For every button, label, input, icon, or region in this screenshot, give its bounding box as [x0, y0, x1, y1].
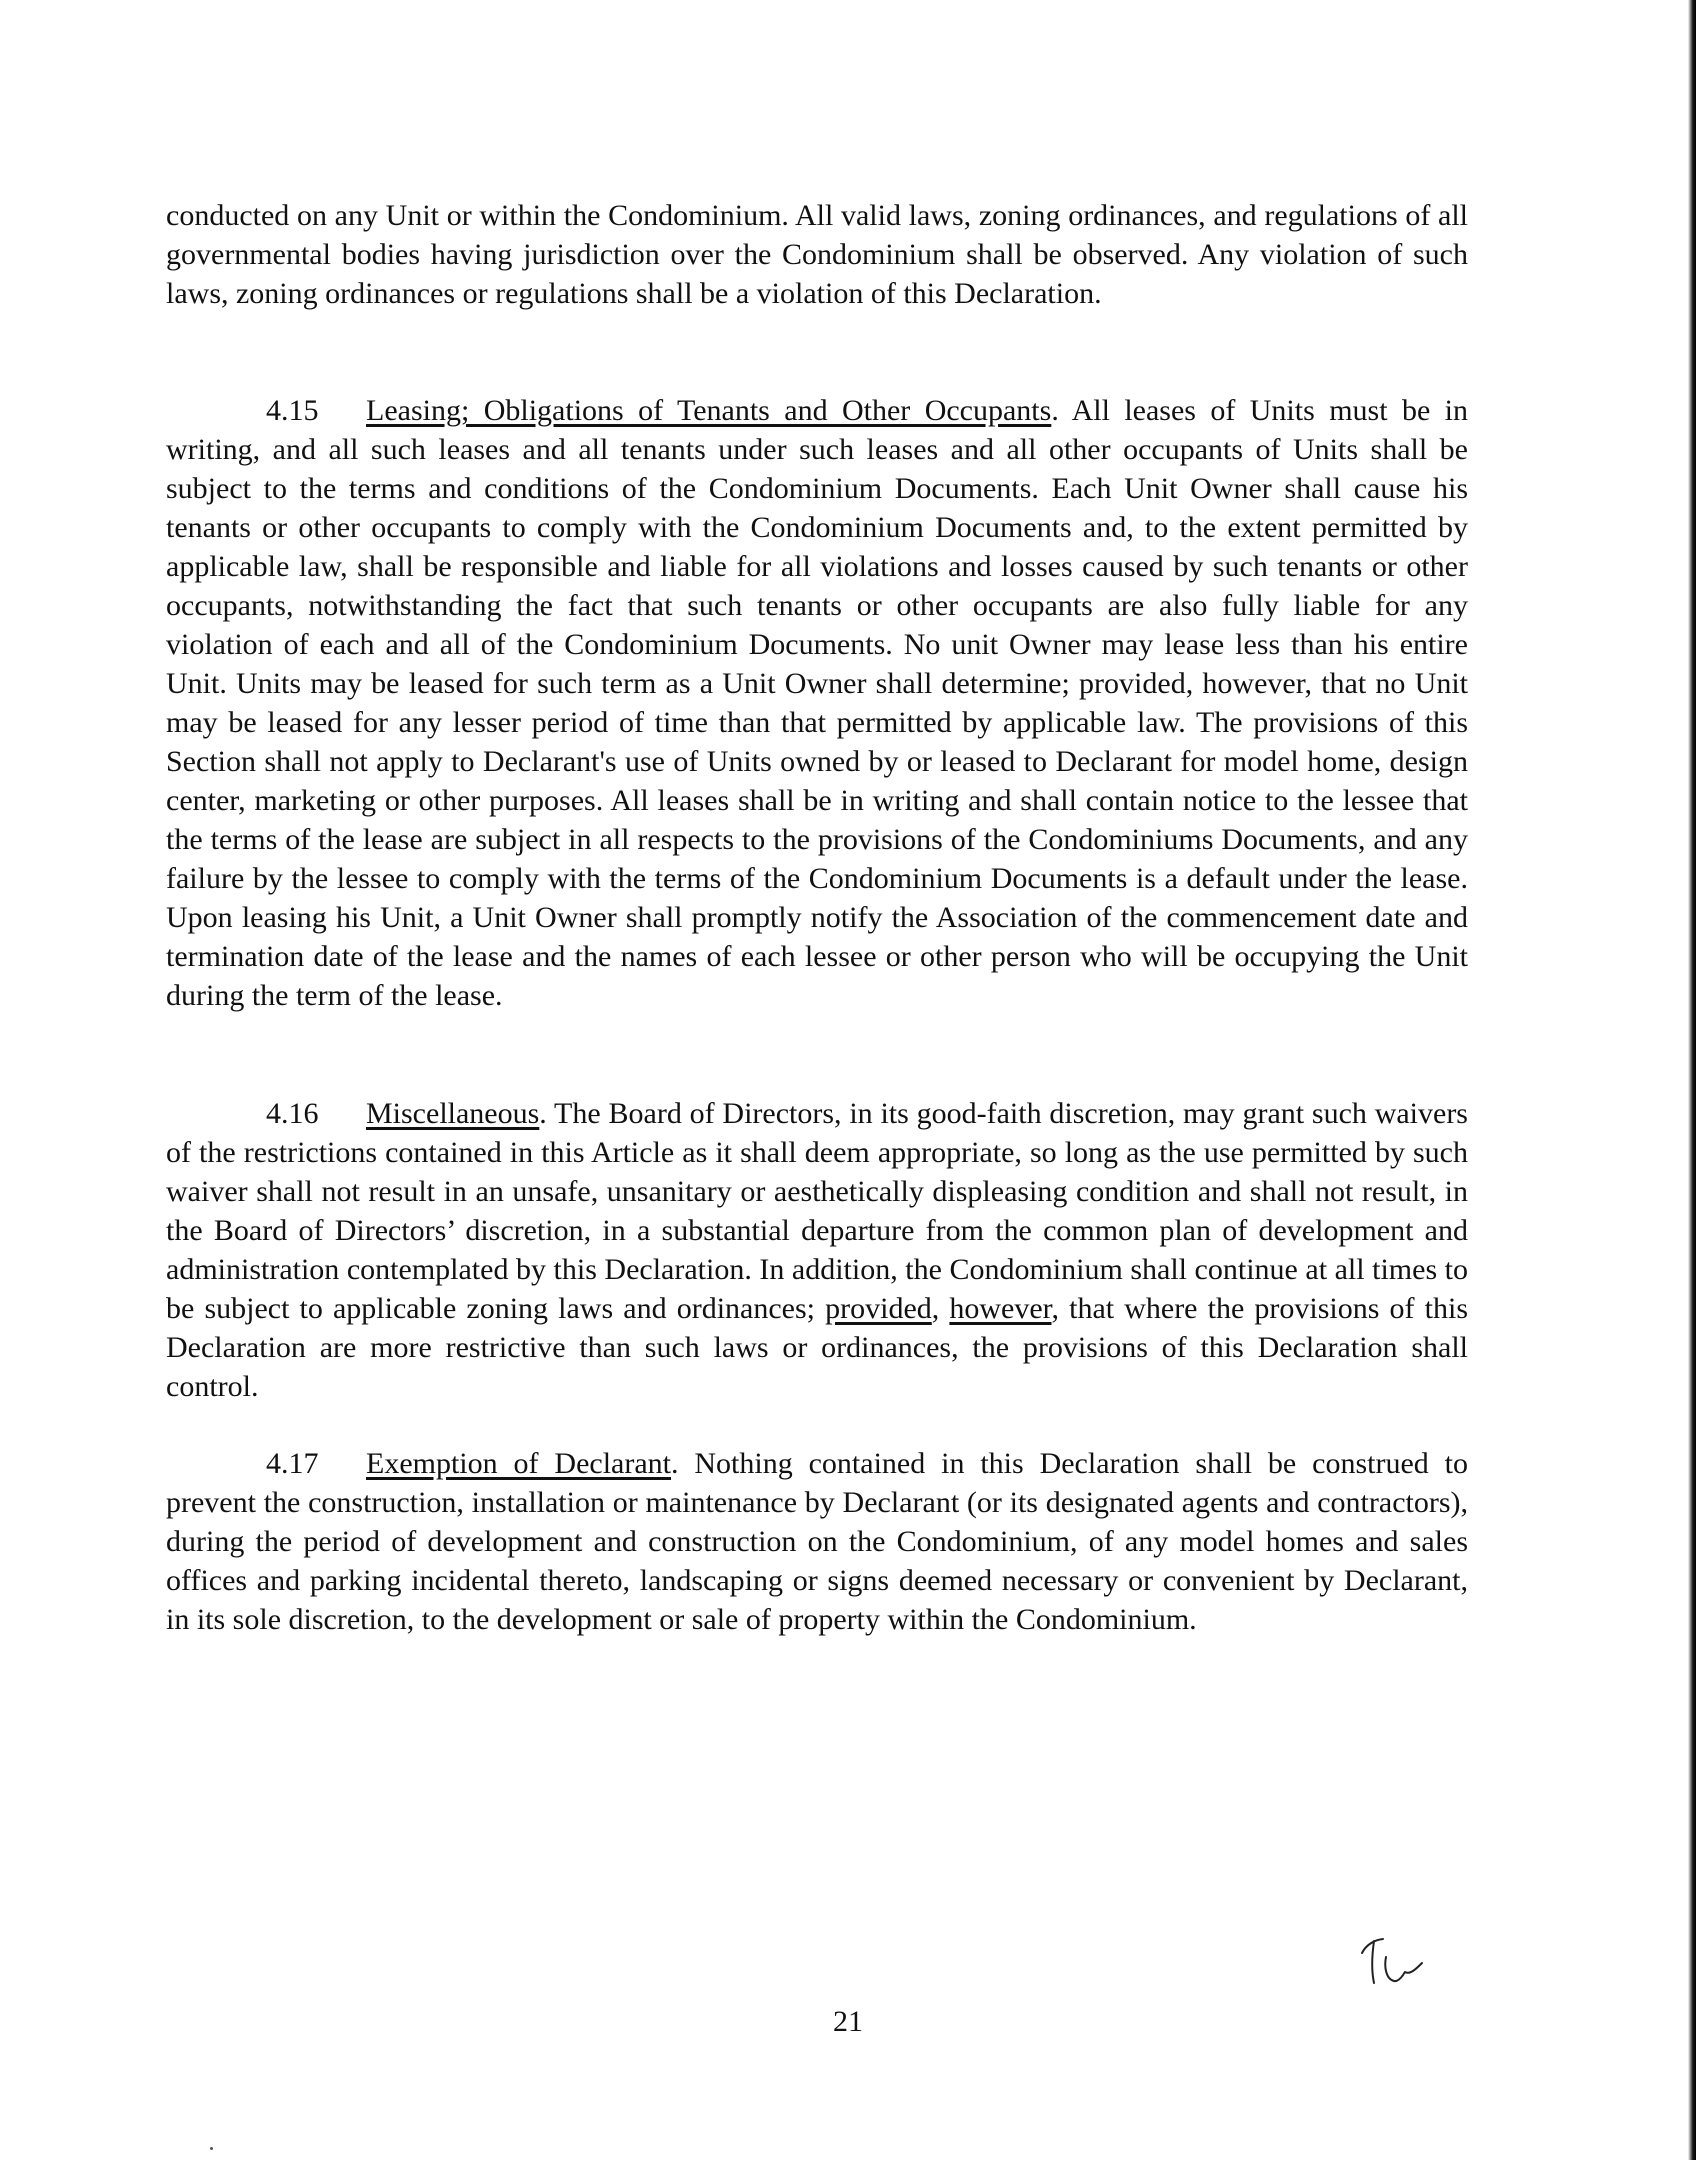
section-4-17-paragraph	[166, 1444, 1468, 1639]
scan-edge-shadow	[1688, 0, 1696, 2160]
section-body: . Nothing contained in this Declaration shall be construed to prevent the construction, installation or maintenance by Declarant (or its designated agents and contractors), during the period of development and construction on the Condominium, of any model homes and sales offices and parking incidental thereto, landscaping or signs deemed necessary or convenient by Declarant, in its sole discretion, to the development or sale of property within the Condominium.	[166, 1447, 1468, 1636]
handwritten-initials-signature	[1350, 1925, 1460, 1995]
section-number: 4.15	[266, 394, 319, 427]
section-4-17	[166, 1444, 1468, 1639]
section-title: Exemption of Declarant	[366, 1447, 671, 1480]
section-4-16-paragraph	[166, 1094, 1468, 1406]
provided-term: provided	[825, 1292, 932, 1325]
scan-speck	[210, 2147, 213, 2150]
section-4-15	[166, 391, 1468, 1015]
page-number: 21	[833, 2005, 863, 2038]
section-body: . All leases of Units must be in writing, and all such leases and all tenants under such leases and all other occupants of Units shall be subject to the terms and conditions of the Condominium Documents. Each Unit Owner shall cause his tenants or other occupants to comply with the Condominium Documents and, to the extent permitted by applicable law, shall be responsible and liable for all violations and losses caused by such tenants or other occupants, notwithstanding the fact that such tenants or other occupants are also fully liable for any violation of each and all of the Condominium Documents. No unit Owner may lease less than his entire Unit. Units may be leased for such term as a Unit Owner shall determine; provided, however, that no Unit may be leased for any lesser period of time than that permitted by applicable law. The provisions of this Section shall not apply to Declarant's use of Units owned by or leased to Declarant for model home, design center, marketing or other purposes. All leases shall be in writing and shall contain notice to the lessee that the terms of the lease are subject in all respects to the provisions of the Condominiums Documents, and any failure by the lessee to comply with the terms of the Condominium Documents is a default under the lease. Upon leasing his Unit, a Unit Owner shall promptly notify the Association of the commencement date and termination date of the lease and the names of each lessee or other person who will be occupying the Unit during the term of the lease.	[166, 394, 1469, 1012]
continued-paragraph-block	[166, 196, 1468, 313]
section-body: . The Board of Directors, in its good-faith discretion, may grant such waivers of the restrictions contained in this Article as it shall deem appropriate, so long as the use permitted by such waiver shall not result in an unsafe, unsanitary or aesthetically displeasing condition and shall not result, in the Board of Directors’ discretion, in a substantial departure from the common plan of development and administration contemplated by this Declaration. In addition, the Condominium shall continue at all times to be subject to applicable zoning laws and ordinances;	[166, 1097, 1468, 1325]
section-number: 4.17	[266, 1447, 319, 1480]
section-title: Leasing; Obligations of Tenants and Other Occupants	[366, 394, 1052, 427]
section-number: 4.16	[266, 1097, 319, 1130]
section-4-16	[166, 1094, 1468, 1406]
comma: ,	[931, 1292, 950, 1325]
section-4-15-paragraph	[166, 391, 1468, 1015]
however-term: however	[949, 1292, 1052, 1325]
section-body-continued: , that where the provisions of this Declaration are more restrictive than such laws or ordinances, the provisions of this Declaration shall control.	[166, 1292, 1468, 1403]
continued-paragraph: conducted on any Unit or within the Condominium. All valid laws, zoning ordinances, and regulations of all governmental bodies having jurisdiction over the Condominium shall be observed. Any violation of such laws, zoning ordinances or regulations shall be a violation of this Declaration.	[166, 199, 1468, 310]
section-title: Miscellaneous	[366, 1097, 540, 1130]
